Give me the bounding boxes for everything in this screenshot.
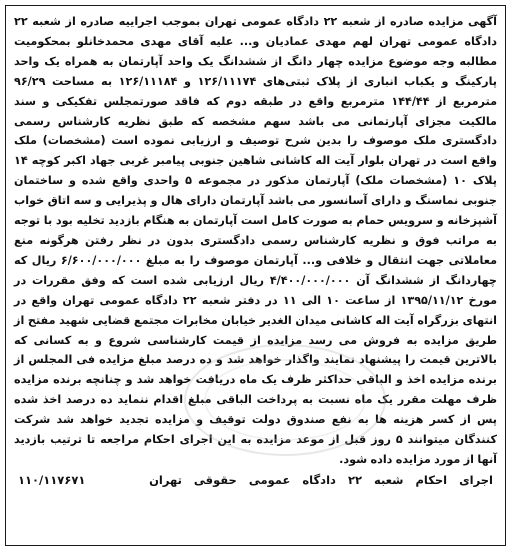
reference-number: ۱۱۰/۱۱۷۶۷۱ <box>18 472 86 487</box>
notice-body: آگهی مزایده صادره از شعبه ۲۲ دادگاه عمومی تهران بموجب اجراییه صادره از شعبه ۲۲ دادگاه عمومی تهران لهم مهدی عمادیان و... علیه آقای مهدی محمدخانلو بمحکومیت مطالبه وجه موضوع مزایده چهار دانگ از ششدانگ یک واحد آپارتمان به همراه یک واحد پارکینگ و یکباب انباری از پلاک ثبتی‌های ۱۲۶/۱۱۱۷۴ و ۱۲۶/۱۱۱۸۴ به مساحت ۹۶/۲۹ مترمربع از ۱۴۴/۴۴ مترمربع واقع در طبقه دوم که فاقد صورتمجلس تفکیکی و سند مالکیت مجزای آپارتمانی می باشد سهم مشخصه که طبق نظریه کارشناس رسمی دادگستری ملک موصوف را بدین شرح توصیف و ارزیابی نموده است (مشخصات) ملک واقع است در تهران بلوار آیت اله کاشانی شاهین جنوبی پیامبر غربی جهاد اکبر کوچه ۱۴ پلاک ۱۰ (مشخصات ملک) آپارتمان مذکور در مجموعه ۵ واحدی واقع شده و ساختمان جنوبی نماسنگ و دارای آسانسور می باشد آپارتمان دارای هال و پذیرایی و سه اتاق خواب آشپزخانه و سرویس حمام به صورت کامل است آپارتمان به هنگام بازدید تخلیه بود با توجه به مراتب فوق و نظریه کارشناس رسمی دادگستری بدون در نظر رفتن هرگونه منع معاملاتی جهت انتقال و خلافی و... آپارتمان موصوف را به مبلغ ۶/۶۰۰/۰۰۰/۰۰۰ ریال که چهاردانگ از ششدانگ آن ۴/۴۰۰/۰۰۰/۰۰۰ ریال ارزیابی شده است که وفق مقررات در مورخ ۱۳۹۵/۱۱/۱۲ از ساعت ۱۰ الی ۱۱ در دفتر شعبه ۲۲ دادگاه عمومی تهران واقع در انتهای بزرگراه آیت اله کاشانی میدان الغدیر خیابان مخابرات مجتمع قضایی شهید مفتح از طریق مزایده به فروش می رسد مزایده از قیمت کارشناسی شروع و به کسانی که بالاترین قیمت را پیشنهاد نمایند واگذار خواهد شد و ده درصد مبلغ مزایده فی المجلس از برنده مزایده اخذ و الباقی حداکثر ظرف یک ماه دریافت خواهد شد و چنانچه برنده مزایده ظرف مهلت مقرر یک ماه نسبت به پرداخت الباقی مبلغ اقدام ننماید ده درصد اخذ شده پس از کسر هزینه ها به نفع صندوق دولت توقیف و مزایده تجدید خواهد شد شرکت کنندگان میتوانند ۵ روز قبل از موعد مزایده به این اجرای احکام مراجعه تا ترتیب بازدید آنها از مورد مزایده داده شود. <box>14 15 498 466</box>
notice-footer <box>14 473 497 487</box>
issuer-signature: اجرای احکام شعبه ۲۲ دادگاه عمومی حقوقی تهران <box>149 472 493 487</box>
notice-frame <box>5 5 506 546</box>
